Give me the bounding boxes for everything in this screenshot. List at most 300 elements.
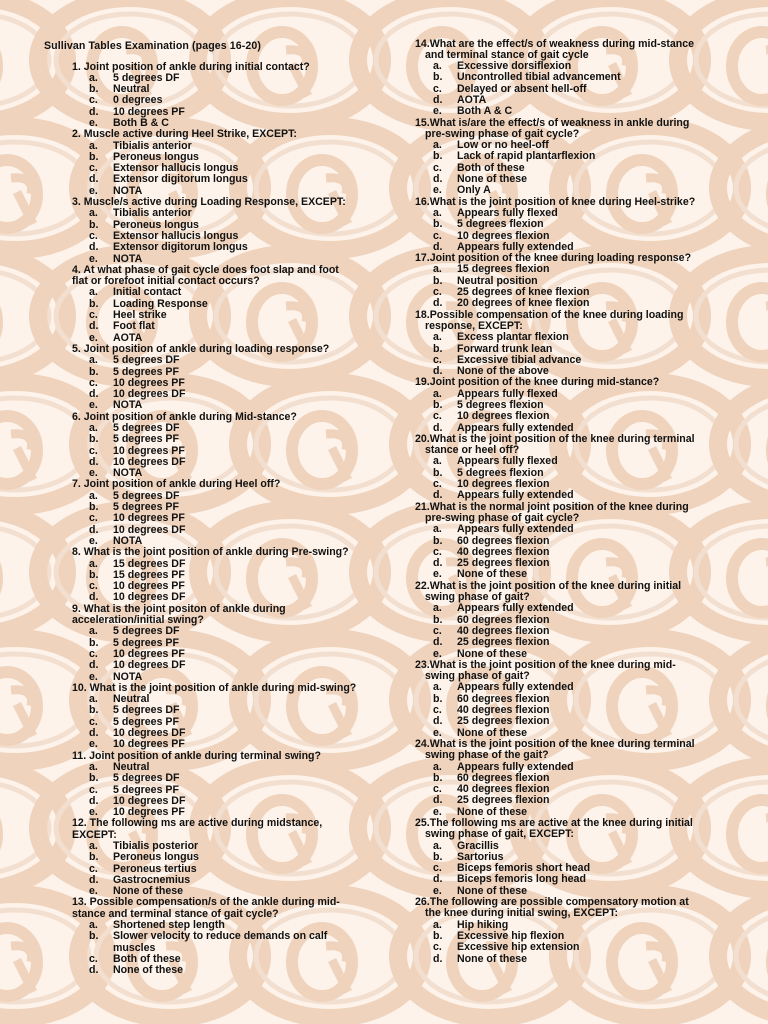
- option-letter: d.: [89, 873, 99, 886]
- option-letter: c.: [433, 941, 442, 954]
- option-letter: e.: [433, 884, 442, 897]
- option-letter: c.: [89, 647, 98, 660]
- option-text: Extensor digitorum longus: [113, 173, 248, 186]
- option-letter: d.: [433, 715, 443, 728]
- question-text: 26.The following are possible compensatory motion at: [415, 896, 689, 909]
- option-text: muscles: [113, 941, 156, 954]
- question-text: 6. Joint position of ankle during Mid-stance?: [72, 410, 297, 423]
- option-letter: a.: [89, 71, 98, 84]
- option-text: Appears fully extended: [457, 489, 574, 502]
- option-letter: b.: [89, 501, 99, 514]
- option-text: Gastrocnemius: [113, 873, 191, 886]
- option-text: 10 degrees PF: [113, 105, 185, 118]
- option-letter: e.: [89, 184, 98, 197]
- option-letter: c.: [433, 478, 442, 491]
- question-item: [415, 197, 755, 253]
- option-text: Slower velocity to reduce demands on calf: [113, 930, 328, 943]
- option-letter: d.: [89, 105, 99, 118]
- option-text: 5 degrees flexion: [457, 399, 544, 411]
- option-letter: c.: [433, 82, 442, 95]
- question-text-continued: swing phase of the gait?: [425, 749, 549, 762]
- answer-option: [415, 637, 755, 648]
- option-letter: d.: [89, 388, 99, 401]
- option-text: Appears fully extended: [457, 421, 574, 434]
- option-text: 25 degrees flexion: [457, 557, 550, 570]
- option-text: Heel strike: [113, 309, 167, 322]
- option-letter: d.: [89, 591, 99, 604]
- question-item: [415, 39, 755, 118]
- option-letter: e.: [89, 399, 98, 412]
- option-text: 10 degrees PF: [113, 444, 185, 457]
- option-text: 25 degrees of knee flexion: [457, 286, 590, 299]
- option-letter: a.: [433, 760, 442, 773]
- question-item: [415, 897, 755, 965]
- option-text: Tibialis posterior: [113, 839, 199, 852]
- option-letter: a.: [433, 602, 442, 615]
- answer-option: [44, 321, 384, 332]
- option-text: NOTA: [113, 534, 143, 547]
- option-text: None of these: [457, 173, 528, 186]
- option-text: None of these: [457, 952, 528, 965]
- option-text: None of these: [457, 805, 528, 818]
- option-letter: b.: [433, 850, 443, 863]
- question-item: [44, 818, 384, 897]
- option-text: Appears fully flexed: [457, 455, 558, 468]
- option-letter: a.: [433, 681, 442, 694]
- option-text: Appears fully extended: [457, 760, 574, 773]
- option-letter: e.: [433, 568, 442, 581]
- option-text: 40 degrees flexion: [457, 783, 550, 796]
- answer-option: [44, 513, 384, 524]
- option-letter: b.: [433, 399, 443, 411]
- option-letter: d.: [433, 240, 443, 253]
- option-text: Neutral position: [457, 274, 538, 287]
- option-letter: a.: [89, 139, 98, 152]
- option-text: Appears fully flexed: [457, 206, 558, 219]
- option-text: Neutral: [113, 693, 150, 706]
- option-letter: c.: [433, 783, 442, 796]
- question-text: 15.What is/are the effect/s of weakness in ankle during: [415, 116, 690, 129]
- option-text: 60 degrees flexion: [457, 692, 550, 705]
- answer-option: [44, 355, 384, 366]
- option-text: Peroneus longus: [113, 150, 199, 163]
- question-text: 2. Muscle active during Heel Strike, EXCEPT:: [72, 128, 297, 141]
- option-letter: b.: [433, 929, 443, 942]
- option-text: 5 degrees PF: [113, 715, 179, 728]
- option-letter: d.: [433, 557, 443, 570]
- option-text: 5 degrees DF: [113, 489, 180, 502]
- question-item: [44, 897, 384, 976]
- option-letter: d.: [433, 365, 443, 378]
- option-letter: b.: [433, 342, 443, 355]
- answer-option: [415, 106, 755, 117]
- option-text: Extensor hallucis longus: [113, 162, 239, 175]
- question-item: [44, 129, 384, 197]
- option-text: NOTA: [113, 184, 143, 197]
- question-item: [415, 502, 755, 581]
- option-letter: b.: [89, 851, 99, 864]
- question-item: [44, 479, 384, 547]
- answer-option: [44, 660, 384, 671]
- option-letter: c.: [89, 783, 98, 796]
- option-text: Delayed or absent hell-off: [457, 82, 587, 95]
- option-letter: e.: [89, 116, 98, 129]
- option-letter: c.: [89, 512, 98, 525]
- answer-option: [44, 931, 384, 942]
- question-item: [415, 581, 755, 660]
- option-letter: c.: [89, 715, 98, 728]
- option-letter: c.: [89, 862, 98, 875]
- question-text: 8. What is the joint position of ankle during Pre-swing?: [72, 546, 349, 559]
- option-text: 5 degrees PF: [113, 636, 179, 649]
- option-text: 10 degrees DF: [113, 388, 186, 401]
- option-text: 5 degrees DF: [113, 422, 180, 434]
- option-text: 40 degrees flexion: [457, 624, 550, 637]
- option-text: NOTA: [113, 467, 143, 480]
- question-text-continued: the knee during initial swing, EXCEPT:: [425, 907, 619, 920]
- answer-option: [415, 603, 755, 614]
- option-text: Both of these: [113, 952, 181, 965]
- option-letter: c.: [89, 309, 98, 322]
- question-text: 14.What are the effect/s of weakness during mid-stance: [415, 37, 695, 50]
- option-letter: a.: [433, 263, 442, 276]
- option-letter: c.: [433, 410, 442, 423]
- option-letter: a.: [89, 354, 98, 367]
- option-letter: e.: [433, 105, 442, 118]
- question-text: 10. What is the joint position of ankle during mid-swing?: [72, 681, 357, 694]
- option-letter: d.: [89, 320, 99, 333]
- question-item: [415, 434, 755, 502]
- question-text: 12. The following ms are active during midstance,: [72, 817, 323, 830]
- option-letter: a.: [89, 919, 98, 932]
- option-letter: e.: [89, 806, 98, 819]
- option-letter: e.: [433, 647, 442, 660]
- option-letter: b.: [89, 150, 99, 163]
- option-text: 25 degrees flexion: [457, 794, 550, 807]
- option-letter: c.: [89, 952, 98, 965]
- option-letter: a.: [433, 523, 442, 536]
- option-letter: e.: [89, 467, 98, 480]
- option-letter: c.: [89, 580, 98, 593]
- option-letter: e.: [89, 670, 98, 683]
- option-text: Both of these: [457, 161, 525, 174]
- option-letter: b.: [89, 218, 99, 231]
- option-letter: a.: [433, 839, 442, 852]
- option-letter: d.: [89, 523, 99, 536]
- option-text: Excessive hip extension: [457, 941, 580, 954]
- option-letter: e.: [89, 534, 98, 547]
- option-letter: a.: [433, 918, 442, 931]
- option-letter: a.: [89, 422, 98, 434]
- option-letter: b.: [89, 772, 99, 785]
- option-letter: d.: [433, 173, 443, 186]
- question-text: 20.What is the joint position of the knee during terminal: [415, 432, 695, 445]
- option-text: 5 degrees DF: [113, 625, 180, 638]
- option-text: 10 degrees DF: [113, 794, 186, 807]
- option-letter: b.: [433, 534, 443, 547]
- option-letter: a.: [433, 206, 442, 219]
- option-letter: a.: [89, 760, 98, 773]
- option-letter: b.: [89, 930, 99, 943]
- answer-option: [415, 490, 755, 501]
- option-text: 10 degrees PF: [113, 647, 185, 660]
- option-text: NOTA: [113, 252, 143, 265]
- option-text: Both B & C: [113, 116, 169, 129]
- option-letter: c.: [89, 444, 98, 457]
- option-letter: a.: [89, 557, 98, 570]
- question-text: 23.What is the joint position of the knee during mid-: [415, 658, 676, 671]
- answer-option: [44, 208, 384, 219]
- option-text: Biceps femoris long head: [457, 873, 586, 886]
- option-letter: e.: [433, 726, 442, 739]
- question-item: [44, 751, 384, 819]
- option-text: 5 degrees PF: [113, 433, 179, 446]
- option-text: 5 degrees PF: [113, 501, 179, 514]
- option-letter: c.: [89, 376, 98, 389]
- option-letter: a.: [89, 839, 98, 852]
- answer-option: [415, 716, 755, 727]
- option-letter: e.: [433, 805, 442, 818]
- option-letter: c.: [433, 545, 442, 558]
- option-text: 15 degrees flexion: [457, 263, 550, 276]
- answer-option: [44, 242, 384, 253]
- option-text: Appears fully extended: [457, 240, 574, 253]
- option-text: 10 degrees PF: [113, 512, 185, 525]
- option-letter: a.: [89, 489, 98, 502]
- question-item: [415, 253, 755, 309]
- option-letter: e.: [89, 885, 98, 898]
- option-text: Forward trunk lean: [457, 342, 553, 355]
- option-letter: a.: [433, 387, 442, 400]
- question-text: 1. Joint position of ankle during initial contact?: [72, 60, 310, 73]
- option-text: Peroneus longus: [113, 218, 199, 231]
- option-letter: d.: [89, 659, 99, 672]
- question-item: [415, 739, 755, 818]
- option-text: Only A: [457, 184, 491, 197]
- option-letter: c.: [89, 162, 98, 175]
- option-text: 10 degrees PF: [113, 580, 185, 593]
- option-text: Shortened step length: [113, 919, 225, 932]
- option-text: 15 degrees DF: [113, 557, 186, 570]
- answer-option: [415, 524, 755, 535]
- option-text: 40 degrees flexion: [457, 704, 550, 717]
- option-text: 10 degrees DF: [113, 455, 186, 468]
- option-text: 10 degrees flexion: [457, 478, 550, 491]
- option-text: Sartorius: [457, 850, 504, 863]
- option-text: Lack of rapid plantarflexion: [457, 150, 596, 163]
- option-text: 5 degrees flexion: [457, 466, 544, 479]
- option-text: Appears fully extended: [457, 602, 574, 615]
- option-letter: b.: [89, 568, 99, 581]
- answer-option: [415, 332, 755, 343]
- question-text: 17.Joint position of the knee during loading response?: [415, 252, 692, 265]
- option-letter: b.: [433, 466, 443, 479]
- option-text: Excessive tibial advance: [457, 353, 582, 366]
- question-item: [44, 412, 384, 480]
- option-letter: d.: [433, 421, 443, 434]
- question-text: 5. Joint position of ankle during loading response?: [72, 342, 330, 355]
- document-title: Sullivan Tables Examination (pages 16-20): [44, 40, 262, 52]
- option-letter: b.: [433, 613, 443, 626]
- option-text: Excessive dorsiflexion: [457, 60, 572, 73]
- question-item: [44, 197, 384, 265]
- question-item: [415, 377, 755, 433]
- option-text: None of these: [457, 647, 528, 660]
- option-text: 10 degrees PF: [113, 376, 185, 389]
- option-text: Neutral: [113, 760, 150, 773]
- option-letter: b.: [89, 636, 99, 649]
- answer-option: [415, 298, 755, 309]
- option-text: 10 degrees DF: [113, 727, 186, 740]
- option-text: Extensor digitorum longus: [113, 241, 248, 254]
- right-question-column: [415, 39, 755, 965]
- option-letter: d.: [89, 794, 99, 807]
- question-item: [44, 683, 384, 751]
- option-text: Gracillis: [457, 839, 499, 852]
- option-text: 5 degrees PF: [113, 365, 179, 378]
- option-letter: b.: [433, 274, 443, 287]
- question-text: 25.The following ms are active at the knee during initial: [415, 816, 693, 829]
- answer-option: [44, 852, 384, 863]
- answer-option: [415, 954, 755, 965]
- option-text: Tibialis anterior: [113, 207, 192, 220]
- option-letter: c.: [433, 286, 442, 299]
- option-text: NOTA: [113, 399, 143, 412]
- question-item: [415, 660, 755, 739]
- question-text: 4. At what phase of gait cycle does foot slap and foot: [72, 263, 339, 276]
- option-letter: d.: [433, 93, 443, 106]
- option-letter: d.: [433, 489, 443, 502]
- option-text: 60 degrees flexion: [457, 534, 550, 547]
- answer-option: [44, 965, 384, 976]
- option-text: Extensor hallucis longus: [113, 229, 239, 242]
- option-letter: d.: [433, 297, 443, 310]
- question-text: 11. Joint position of ankle during terminal swing?: [72, 749, 321, 762]
- option-letter: b.: [89, 83, 99, 96]
- option-letter: b.: [433, 150, 443, 163]
- option-text: Appears fully flexed: [457, 387, 558, 400]
- option-letter: d.: [89, 173, 99, 186]
- option-letter: e.: [89, 331, 98, 344]
- option-letter: a.: [89, 286, 98, 299]
- option-letter: d.: [89, 727, 99, 740]
- answer-option: [415, 185, 755, 196]
- question-text: 22.What is the joint position of the knee during initial: [415, 579, 682, 592]
- option-text: Uncontrolled tibial advancement: [457, 71, 621, 84]
- option-letter: b.: [89, 704, 99, 717]
- answer-option: [415, 411, 755, 422]
- option-letter: d.: [433, 636, 443, 649]
- question-text-continued: stance and terminal stance of gait cycle?: [72, 907, 279, 920]
- option-text: 10 degrees DF: [113, 659, 186, 672]
- question-text: 16.What is the joint position of knee during Heel-strike?: [415, 195, 696, 208]
- option-text: Both A & C: [457, 105, 513, 118]
- option-text: NOTA: [113, 670, 143, 683]
- option-text: 10 degrees PF: [113, 738, 185, 751]
- option-letter: c.: [433, 353, 442, 366]
- option-text: Tibialis anterior: [113, 139, 192, 152]
- option-text: Appears fully extended: [457, 523, 574, 536]
- question-item: [415, 818, 755, 897]
- option-text: Low or no heel-off: [457, 139, 549, 152]
- option-letter: c.: [89, 229, 98, 242]
- question-text-continued: acceleration/initial swing?: [72, 614, 204, 627]
- option-text: 20 degrees of knee flexion: [457, 297, 590, 310]
- option-text: 10 degrees PF: [113, 806, 185, 819]
- option-text: 40 degrees flexion: [457, 545, 550, 558]
- option-text: Excess plantar flexion: [457, 331, 569, 344]
- option-letter: a.: [433, 60, 442, 73]
- option-text: None of these: [113, 885, 184, 898]
- question-text-continued: EXCEPT:: [72, 828, 117, 841]
- question-text-continued: pre-swing phase of gait cycle?: [425, 511, 580, 524]
- option-text: 5 degrees DF: [113, 704, 180, 717]
- option-letter: d.: [89, 964, 99, 977]
- option-text: Excessive hip flexion: [457, 929, 565, 942]
- option-letter: b.: [433, 692, 443, 705]
- answer-option: [415, 942, 755, 953]
- option-text: None of these: [113, 964, 184, 977]
- left-question-column: [44, 62, 384, 977]
- option-letter: e.: [433, 184, 442, 197]
- option-letter: c.: [433, 862, 442, 875]
- question-text: 7. Joint position of ankle during Heel off?: [72, 478, 281, 491]
- answer-option: [44, 434, 384, 445]
- option-text: Biceps femoris short head: [457, 862, 591, 875]
- answer-option: [44, 739, 384, 750]
- option-text: None of these: [457, 568, 528, 581]
- option-letter: b.: [433, 771, 443, 784]
- question-text: 13. Possible compensation/s of the ankle during mid-: [72, 896, 340, 909]
- option-text: None of these: [457, 726, 528, 739]
- option-text: 5 degrees flexion: [457, 218, 544, 231]
- question-item: [44, 547, 384, 603]
- answer-option: [415, 795, 755, 806]
- option-text: None of these: [457, 884, 528, 897]
- question-text: 9. What is the joint positon of ankle during: [72, 602, 286, 615]
- option-letter: b.: [89, 297, 99, 310]
- question-text-continued: response, EXCEPT:: [425, 319, 523, 332]
- option-letter: e.: [89, 738, 98, 751]
- option-text: 10 degrees flexion: [457, 229, 550, 242]
- question-text: 24.What is the joint position of the knee during terminal: [415, 737, 695, 750]
- option-text: 10 degrees flexion: [457, 410, 550, 423]
- option-letter: a.: [433, 139, 442, 152]
- question-item: [44, 344, 384, 412]
- question-text-continued: stance or heel off?: [425, 444, 520, 457]
- option-text: Initial contact: [113, 286, 182, 299]
- option-text: Peroneus longus: [113, 851, 199, 864]
- question-text-continued: flat or forefoot initial contact occurs?: [72, 275, 260, 288]
- option-text: Peroneus tertius: [113, 862, 197, 875]
- question-item: [44, 62, 384, 130]
- option-letter: b.: [433, 218, 443, 231]
- option-text: 25 degrees flexion: [457, 636, 550, 649]
- option-letter: a.: [433, 455, 442, 468]
- question-text-continued: swing phase of gait?: [425, 591, 530, 604]
- option-letter: b.: [89, 365, 99, 378]
- option-letter: c.: [433, 624, 442, 637]
- option-letter: a.: [89, 625, 98, 638]
- answer-option: [44, 626, 384, 637]
- option-text: AOTA: [113, 331, 143, 344]
- question-item: [44, 604, 384, 683]
- option-text: 10 degrees DF: [113, 591, 186, 604]
- answer-option: [44, 95, 384, 106]
- option-text: 15 degrees PF: [113, 568, 185, 581]
- option-letter: c.: [433, 229, 442, 242]
- question-item: [415, 118, 755, 197]
